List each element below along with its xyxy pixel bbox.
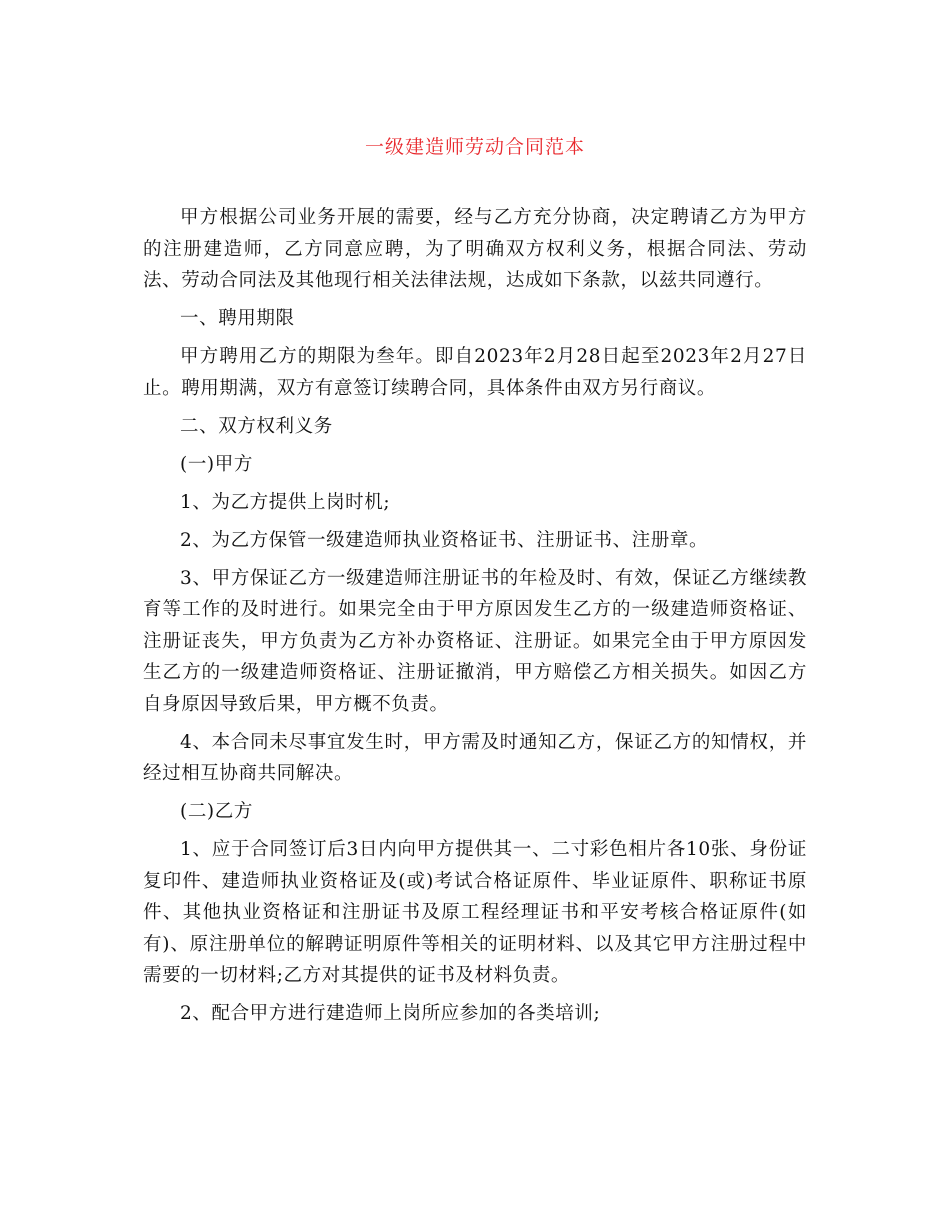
party-a-clause-3: 3、甲方保证乙方一级建造师注册证书的年检及时、有效，保证乙方继续教育等工作的及时进行。如果完全由于甲方原因发生乙方的一级建造师资格证、注册证丧失，甲方负责为乙方补办资格证、注册证。如果完全由于甲方原因发生乙方的一级建造师资格证、注册证撤消，甲方赔偿乙方相关损失。如因乙方自身原因导致后果，甲方概不负责。 xyxy=(143,567,807,715)
paragraph-intro: 甲方根据公司业务开展的需要，经与乙方充分协商，决定聘请乙方为甲方的注册建造师，乙方同意应聘，为了明确双方权利义务，根据合同法、劳动法、劳动合同法及其他现行相关法律法规，达成如下条款，以兹共同遵行。 xyxy=(143,207,807,291)
section-heading-rights: 二、双方权利义务 xyxy=(180,415,333,437)
document-title: 一级建造师劳动合同范本 xyxy=(364,136,585,158)
party-a-clause-4: 4、本合同未尽事宜发生时，甲方需及时通知乙方，保证乙方的知情权，并经过相互协商共同解决。 xyxy=(143,731,807,784)
party-a-clause-1: 1、为乙方提供上岗时机; xyxy=(180,491,391,513)
party-b-clause-1: 1、应于合同签订后3日内向甲方提供其一、二寸彩色相片各10张、身份证复印件、建造师执业资格证及(或)考试合格证原件、毕业证原件、职称证书原件、其他执业资格证和注册证书及原工程经理证书和平安考核合格证原件(如有)、原注册单位的解聘证明原件等相关的证明材料、以及其它甲方注册过程中需要的一切材料;乙方对其提供的证书及材料负责。 xyxy=(143,839,807,986)
party-b-clause-2: 2、配合甲方进行建造师上岗所应参加的各类培训; xyxy=(180,1003,601,1024)
paragraph-term: 甲方聘用乙方的期限为叁年。即自2023年2月28日起至2023年2月27日止。聘用期满，双方有意签订续聘合同，具体条件由双方另行商议。 xyxy=(143,346,807,399)
subsection-heading-party-a: (一)甲方 xyxy=(180,453,253,475)
section-heading-term: 一、聘用期限 xyxy=(180,308,295,329)
document-body xyxy=(143,202,807,1036)
subsection-heading-party-b: (二)乙方 xyxy=(180,801,253,822)
party-a-clause-2: 2、为乙方保管一级建造师执业资格证书、注册证书、注册章。 xyxy=(180,529,709,551)
